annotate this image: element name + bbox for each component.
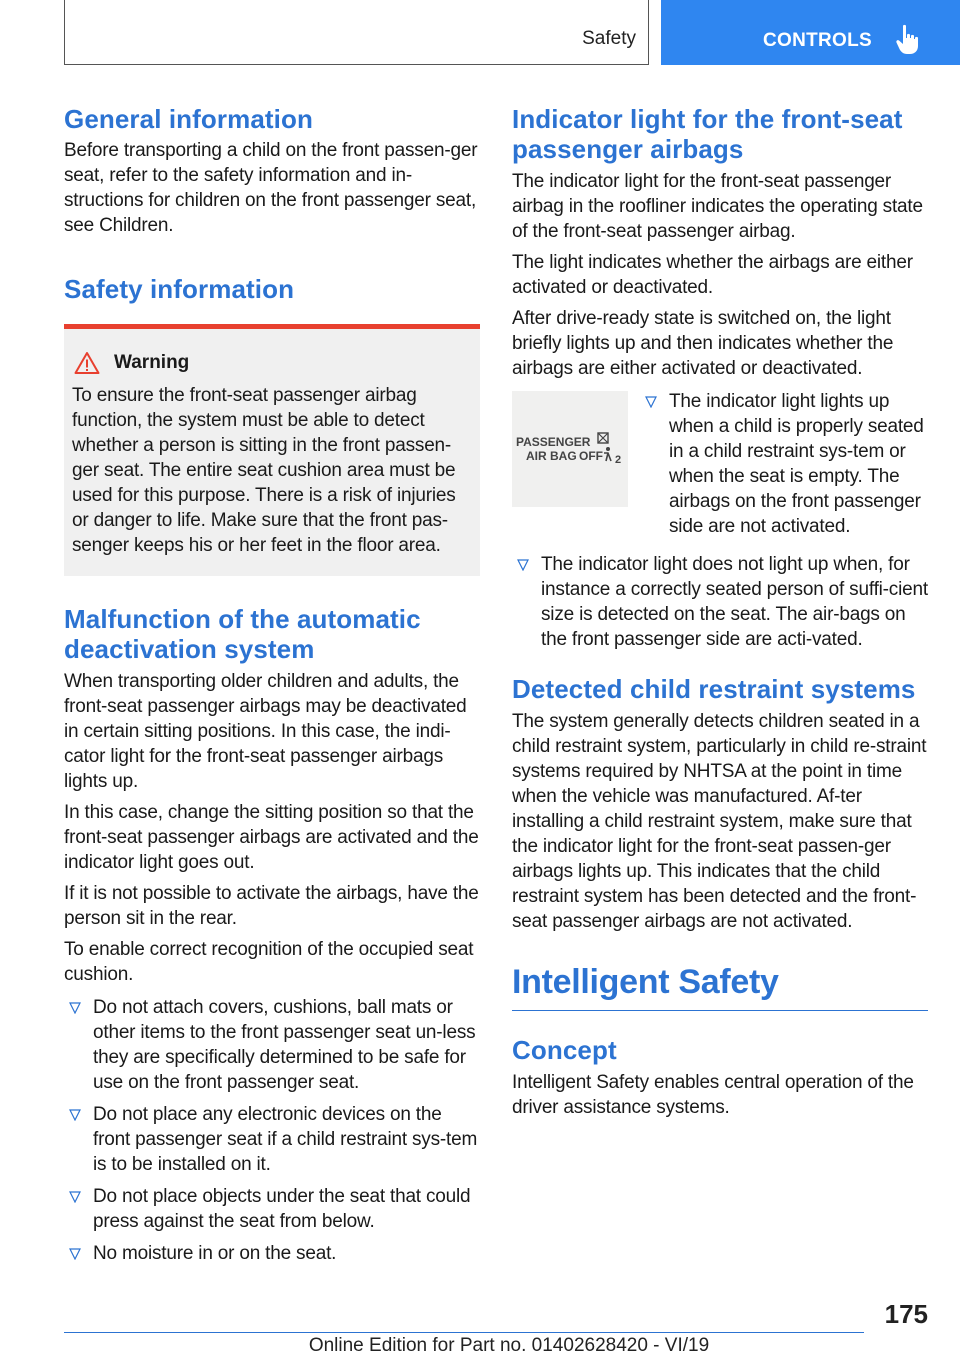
safety-information-heading: Safety information [64,274,295,304]
footer-divider [64,1332,864,1333]
warning-title: Warning [114,352,190,373]
indicator-list-2 [512,552,928,652]
warning-box [64,324,480,576]
pointing-hand-icon [895,24,921,56]
general-information-text: Before transporting a child on the front passen-ger seat, refer to the safety information and in-structions for children on the front passenger seat, see Children. [64,140,478,236]
section-title: Safety [582,28,636,49]
list-item-text: Do not place any electronic devices on the front passenger seat if a child restraint sys-tem is to be installed on it. [93,1104,478,1175]
page-number: 175 [884,1299,928,1329]
general-information-heading: General information [64,104,313,134]
footer-edition [0,1335,960,1357]
list-item-text: The indicator light lights up when a child is properly seated in a child restraint sys-tem or when the seat is empty. The airbags on the front passenger side are not activated. [669,391,924,537]
list-item [64,1241,480,1266]
warning-header [72,351,470,375]
list-item-text: The indicator light does not light up when, for instance a correctly seated person of suffi-cient size is detected on the seat. The air-bags on the front passenger side are acti-vated. [541,554,928,650]
indicator-paragraph-1: The indicator light for the front-seat passenger airbag in the roofliner indicates the operating state of the front-seat passenger airbag. [512,171,923,242]
controls-tab[interactable] [661,0,960,65]
indicator-list-1 [640,389,928,546]
malfunction-paragraph-3: If it is not possible to activate the airbags, have the person sit in the rear. [64,883,479,929]
concept-text: Intelligent Safety enables central operation of the driver assistance systems. [512,1072,914,1118]
passenger-airbag-off-icon [512,391,628,507]
indicator-light-heading: Indicator light for the front-seat passenger airbags [512,104,903,164]
list-item-text: No moisture in or on the seat. [93,1243,337,1264]
warning-text: To ensure the front-seat passenger airbag function, the system must be able to detect whether a person is sitting in the front passen-ger seat. The entire seat cushion area must be used for this purpose. There is a risk of injuries or danger to life. Make sure that the front pas-senger keeps his or her feet in the floor area. [72,385,456,556]
intelligent-safety-heading: Intelligent Safety [512,962,928,1011]
list-item [640,389,928,539]
header-section-box [64,0,649,65]
indicator-paragraph-2: The light indicates whether the airbags are either activated or deactivated. [512,252,913,298]
right-column [512,100,928,1120]
indicator-paragraph-3: After drive-ready state is switched on, the light briefly lights up and then indicates whether the airbags are either activated or deactivated. [512,308,894,379]
list-item [512,552,928,652]
concept-heading: Concept [512,1035,617,1065]
bullet-triangle-icon [645,396,657,408]
malfunction-paragraph-1: When transporting older children and adults, the front-seat passenger airbags may be deactivated in certain sitting positions. In this case, the indi-cator light for the front-seat passenger airbags lights up. [64,671,467,792]
malfunction-heading: Malfunction of the automatic deactivation system [64,604,421,664]
list-item-text: Do not place objects under the seat that could press against the seat from below. [93,1186,471,1232]
footer-edition-text: Online Edition for Part no. 01402628420 - VI/19 [308,1335,710,1356]
indicator-image-row [512,389,928,546]
left-column [64,100,480,1273]
detected-child-restraint-heading: Detected child restraint systems [512,674,916,704]
warning-triangle-icon [74,351,100,375]
seat-instructions-list [64,995,480,1266]
list-item [64,1102,480,1177]
malfunction-paragraph-2: In this case, change the sitting position so that the front-seat passenger airbags are activated and the indicator light goes out. [64,802,479,873]
list-item [64,1184,480,1234]
image-text-off: OFF [579,449,603,463]
list-item-text: Do not attach covers, cushions, ball mats or other items to the front passenger seat un-less they are specifically determined to be safe for use on the front passenger seat. [93,997,476,1093]
bullet-triangle-icon [69,1109,81,1121]
malfunction-paragraph-4: To enable correct recognition of the occupied seat cushion. [64,939,474,985]
bullet-triangle-icon [69,1002,81,1014]
list-item [64,995,480,1095]
passenger-airbag-indicator-image [512,391,628,507]
bullet-triangle-icon [69,1191,81,1203]
image-text-airbag: AIR BAG [526,449,577,463]
bullet-triangle-icon [69,1248,81,1260]
image-text-number: 2 [615,454,622,466]
bullet-triangle-icon [517,559,529,571]
detected-child-restraint-text: The system generally detects children seated in a child restraint system, particularly in child re-straint systems required by NHTSA at the point in time when the vehicle was manufactured. Af-ter installing a child restraint system, make sure that the indicator light for the front-seat passen-ger airbags lights up. This indicates that the child restraint system has been detected and the front-seat passenger airbags are not activated. [512,711,927,932]
controls-tab-label: CONTROLS [763,30,873,51]
image-text-passenger: PASSENGER [516,435,591,449]
